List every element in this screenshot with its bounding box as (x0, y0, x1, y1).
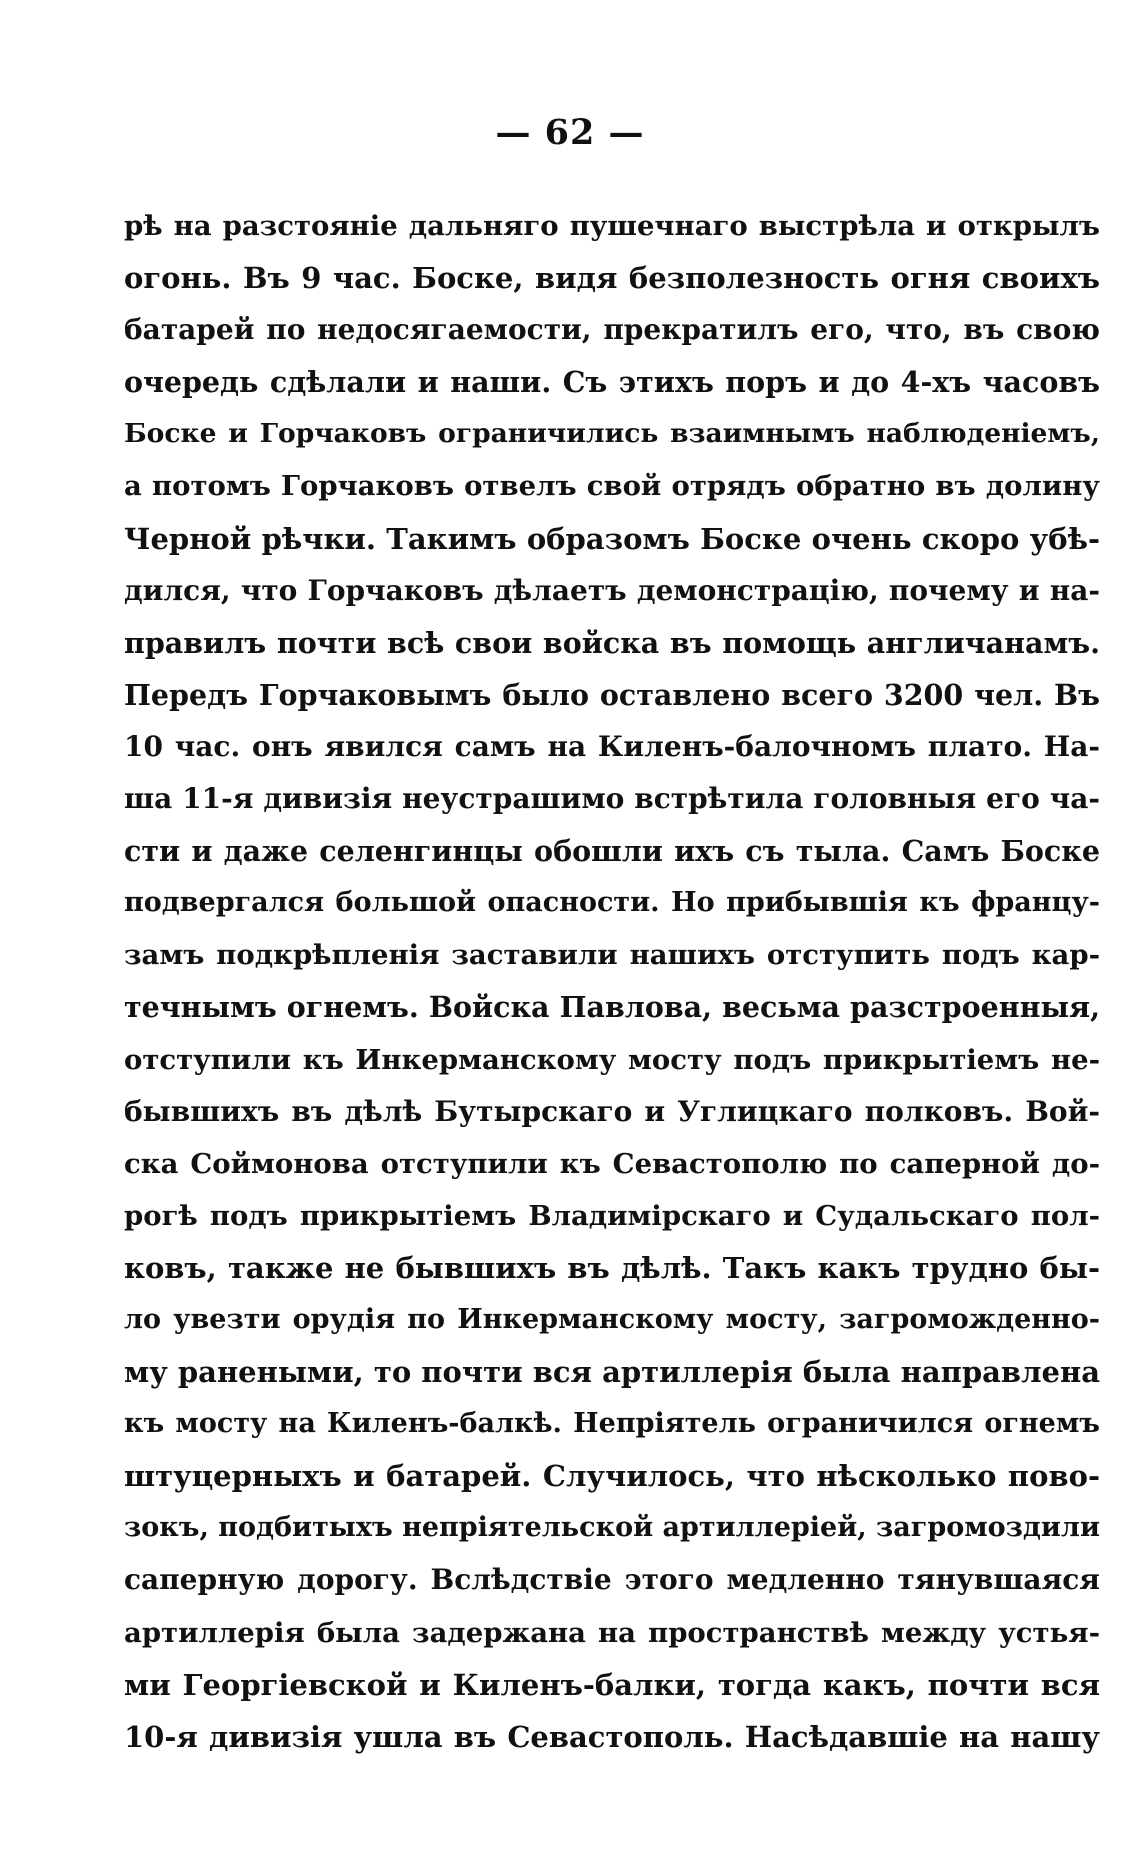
text-line: Черной рѣчки. Такимъ образомъ Боске очень скоро убѣ- (124, 521, 1100, 556)
text-line: ми Георгіевской и Киленъ-балки, тогда какъ, почти вся (124, 1667, 1100, 1702)
page-number: — 62 — (495, 112, 645, 153)
text-line: Боске и Горчаковъ ограничились взаимнымъ наблюденіемъ, (124, 418, 1100, 450)
text-line: бывшихъ въ дѣлѣ Бутырскаго и Углицкаго полковъ. Вой- (124, 1094, 1100, 1128)
text-line: замъ подкрѣпленія заставили нашихъ отступить подъ кар- (124, 939, 1100, 972)
text-line: рѣ на разстояніе дальняго пушечнаго выстрѣла и открылъ (124, 210, 1100, 242)
text-line: 10 час. онъ явился самъ на Киленъ-балочномъ плато. На- (124, 729, 1100, 763)
text-line: подвергался большой опасности. Но прибывшія къ францу- (124, 887, 1100, 919)
text-line: саперную дорогу. Вслѣдствіе этого медленно тянувшаяся (124, 1563, 1100, 1597)
text-line: дился, что Горчаковъ дѣлаетъ демонстрацію, почему и на- (124, 573, 1100, 607)
text-line: очередь сдѣлали и наши. Съ этихъ поръ и до 4-хъ часовъ (124, 365, 1100, 400)
text-line: течнымъ огнемъ. Войска Павлова, весьма разстроенныя, (124, 990, 1100, 1025)
text-line: батарей по недосягаемости, прекратилъ его, что, въ свою (124, 313, 1100, 347)
text-line: сти и даже селенгинцы обошли ихъ съ тыла. Самъ Боске (124, 834, 1100, 869)
text-line: Передъ Горчаковымъ было оставлено всего 3200 чел. Въ (124, 677, 1100, 712)
text-line: отступили къ Инкерманскому мосту подъ прикрытіемъ не- (124, 1043, 1100, 1076)
text-line: ша 11-я дивизія неустрашимо встрѣтила головныя его ча- (124, 782, 1100, 816)
text-line: правилъ почти всѣ свои войска въ помощь англичанамъ. (124, 625, 1100, 660)
text-line: ска Соймонова отступили къ Севастополю по саперной до- (124, 1147, 1100, 1180)
text-line: артиллерія была задержана на пространствѣ между устья- (124, 1616, 1100, 1649)
text-line: му ранеными, то почти вся артиллерія была направлена (124, 1355, 1100, 1390)
text-line: ло увезти орудія по Инкерманскому мосту, загроможденно- (124, 1303, 1100, 1335)
text-line: 10-я дивизія ушла въ Севастополь. Насѣдавшіе на нашу (124, 1719, 1100, 1754)
text-line: штуцерныхъ и батарей. Случилось, что нѣсколько пово- (124, 1459, 1100, 1494)
body-text (124, 200, 1100, 1763)
text-line: а потомъ Горчаковъ отвелъ свой отрядъ обратно въ долину (124, 470, 1100, 503)
text-line: рогѣ подъ прикрытіемъ Владимірскаго и Судальскаго пол- (124, 1199, 1100, 1232)
text-line: огонь. Въ 9 час. Боске, видя безполезность огня своихъ (124, 261, 1100, 296)
text-line: зокъ, подбитыхъ непріятельской артиллеріей, загромоздили (124, 1512, 1100, 1544)
text-line: ковъ, также не бывшихъ въ дѣлѣ. Такъ какъ трудно бы- (124, 1250, 1100, 1285)
text-line: къ мосту на Киленъ-балкѣ. Непріятель ограничился огнемъ (124, 1408, 1100, 1440)
